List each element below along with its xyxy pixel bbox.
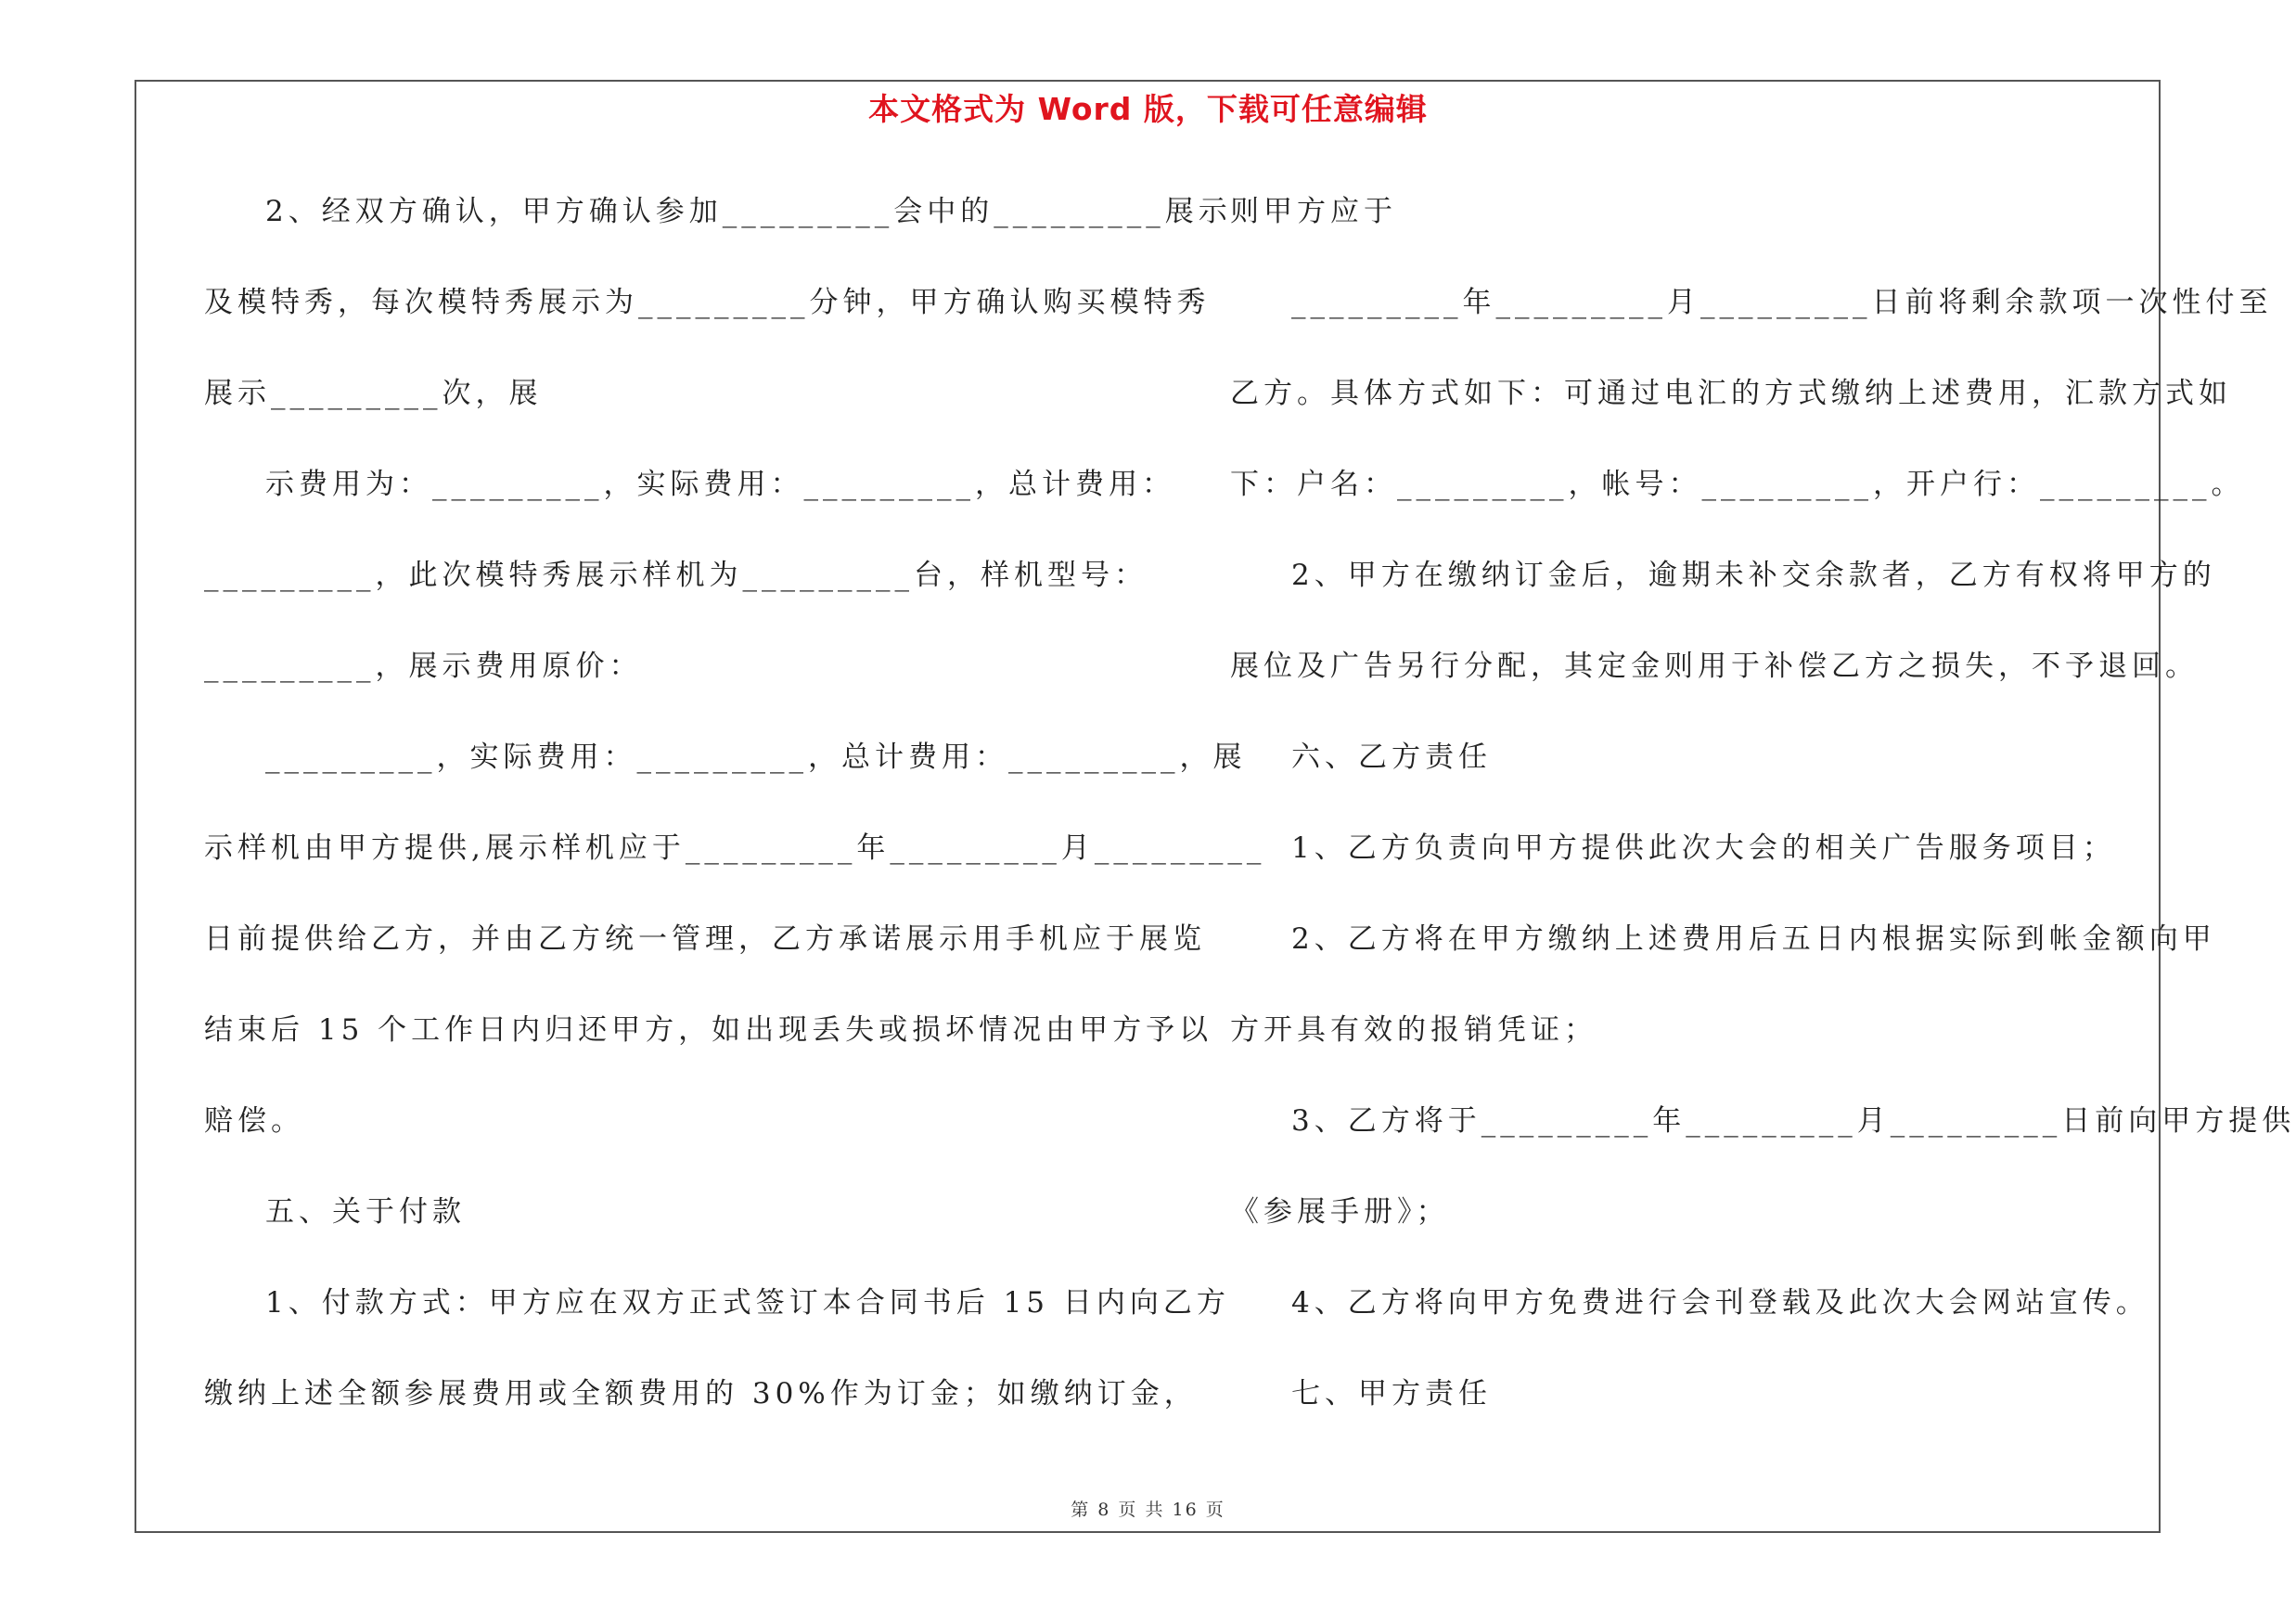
paragraph-line: 结束后 15 个工作日内归还甲方，如出现丢失或损坏情况由甲方予以: [204, 1013, 1213, 1047]
paragraph-line: 日前提供给乙方，并由乙方统一管理，乙方承诺展示用手机应于展览: [204, 922, 1206, 956]
format-notice-banner: 本文格式为 Word 版，下载可任意编辑: [868, 91, 1428, 127]
paragraph-line: 示样机由甲方提供,展示样机应于_________年_________月_________: [204, 831, 1266, 865]
paragraph-line: 2、乙方将在甲方缴纳上述费用后五日内根据实际到帐金额向甲: [1291, 922, 2216, 956]
paragraph-line: 1、乙方负责向甲方提供此次大会的相关广告服务项目；: [1291, 831, 2116, 865]
paragraph-line: 展示_________次，展: [204, 377, 543, 410]
paragraph-line: 缴纳上述全额参展费用或全额费用的 30%作为订金；如缴纳订金，: [204, 1377, 1198, 1410]
paragraph-line: 则甲方应于: [1230, 195, 1397, 228]
paragraph-line: 及模特秀，每次模特秀展示为_________分钟，甲方确认购买模特秀: [204, 286, 1211, 319]
paragraph-line: 示费用为：_________，实际费用：_________，总计费用：: [265, 468, 1175, 501]
paragraph-line: 赔偿。: [204, 1104, 304, 1138]
left-column: [204, 186, 1266, 1459]
paragraph-line: 方开具有效的报销凭证；: [1230, 1013, 1597, 1047]
paragraph-line: 3、乙方将于_________年_________月_________日前向甲方提供: [1291, 1104, 2296, 1138]
page-number-footer: 第 8 页 共 16 页: [1071, 1500, 1225, 1520]
paragraph-line: 2、甲方在缴纳订金后，逾期未补交余款者，乙方有权将甲方的: [1291, 559, 2216, 592]
paragraph-line: 下：户名：_________，帐号：_________，开户行：_________。: [1230, 468, 2245, 501]
paragraph-line: _________，实际费用：_________，总计费用：_________，展: [265, 741, 1247, 774]
paragraph-line: 2、经双方确认，甲方确认参加_________会中的_________展示: [265, 195, 1232, 228]
paragraph-line: 1、付款方式：甲方应在双方正式签订本合同书后 15 日内向乙方: [265, 1286, 1230, 1320]
right-column: [1230, 186, 2296, 1459]
paragraph-line: 展位及广告另行分配，其定金则用于补偿乙方之损失，不予退回。: [1230, 650, 2199, 683]
section-heading: 七、甲方责任: [1291, 1377, 1492, 1410]
section-heading: 六、乙方责任: [1291, 741, 1492, 774]
paragraph-line: 4、乙方将向甲方免费进行会刊登载及此次大会网站宣传。: [1291, 1286, 2149, 1320]
paragraph-line: _________，此次模特秀展示样机为_________台，样机型号：: [204, 559, 1148, 592]
paragraph-line: _________年_________月_________日前将剩余款项一次性付至: [1291, 286, 2273, 319]
paragraph-line: 乙方。具体方式如下：可通过电汇的方式缴纳上述费用，汇款方式如: [1230, 377, 2232, 410]
paragraph-line: 《参展手册》；: [1230, 1195, 1450, 1229]
section-heading: 五、关于付款: [265, 1195, 466, 1229]
paragraph-line: _________，展示费用原价：: [204, 650, 643, 683]
